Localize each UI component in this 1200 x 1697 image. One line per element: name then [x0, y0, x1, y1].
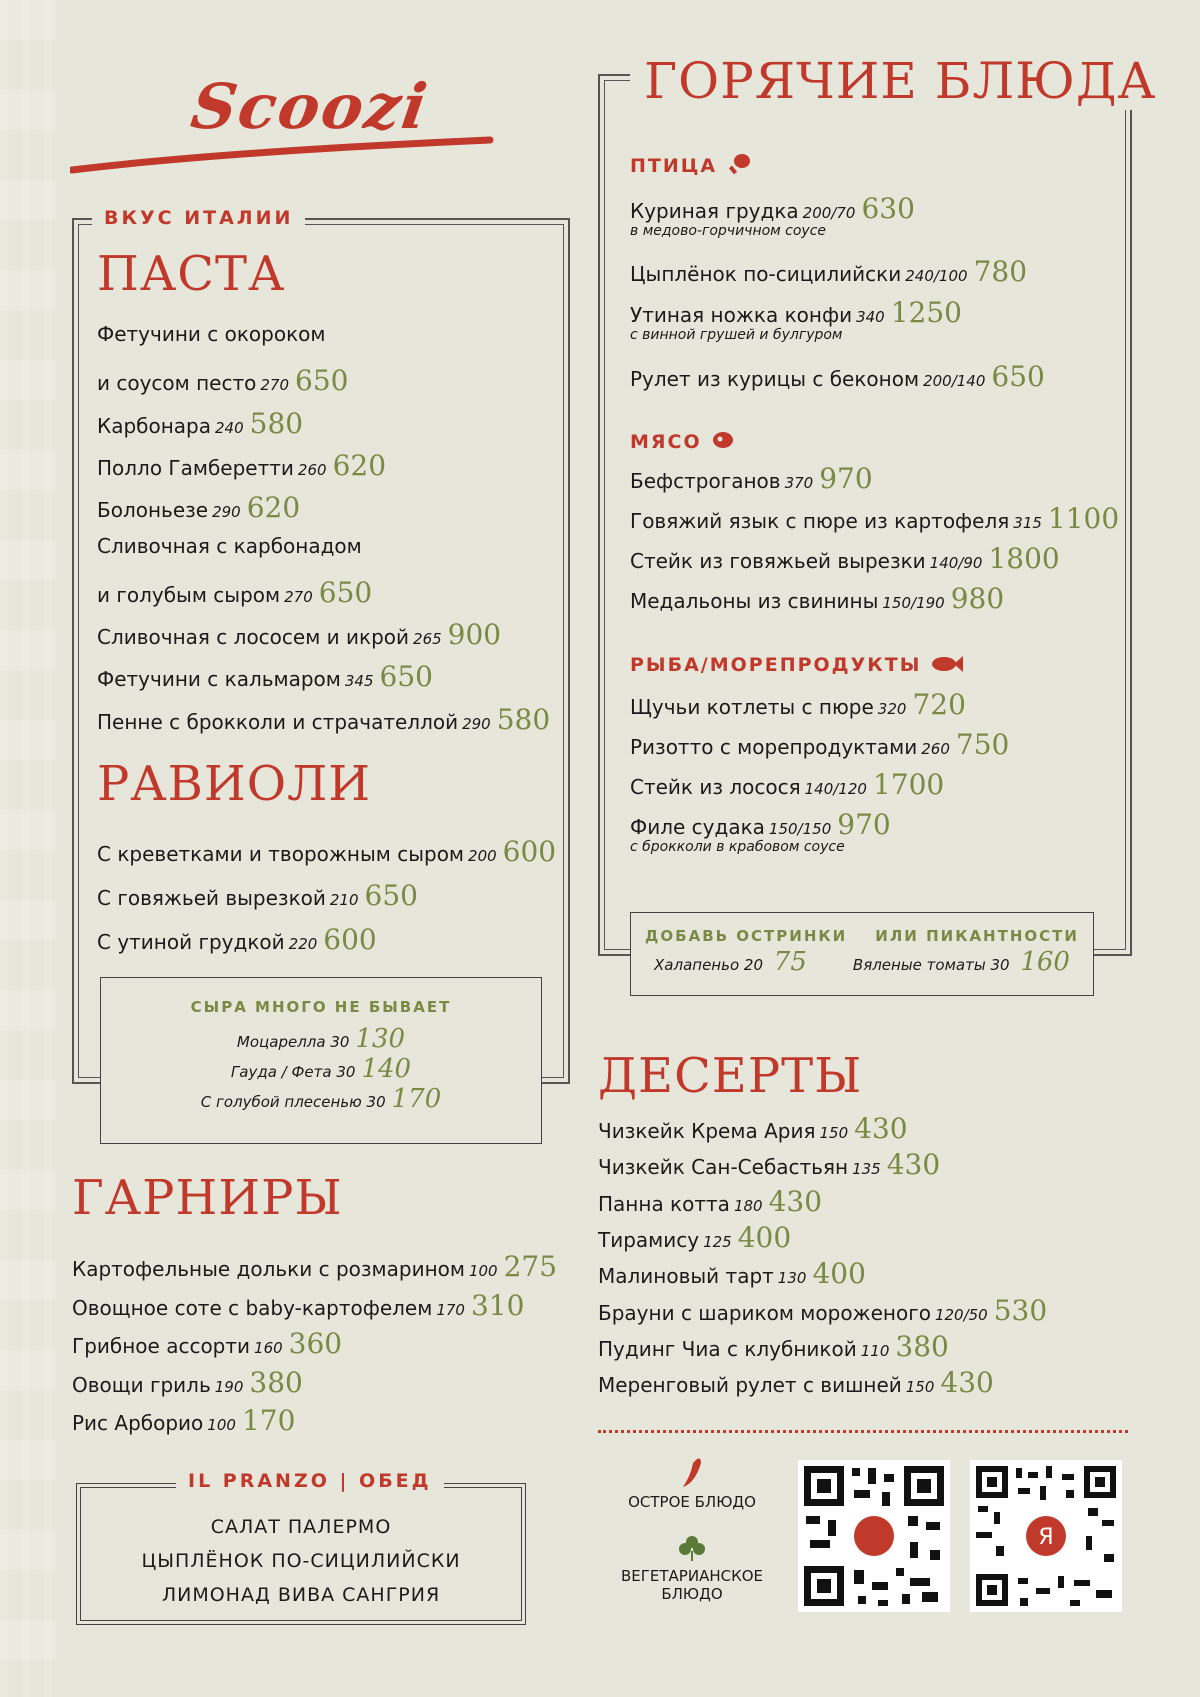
meat-title — [630, 427, 736, 453]
item-price: 650 — [379, 660, 433, 694]
item-price: 430 — [854, 1112, 908, 1145]
item-name: С говяжьей вырезкой — [97, 886, 326, 910]
item-price: 580 — [249, 406, 304, 440]
pasta-frame-label: ВКУС ИТАЛИИ — [92, 207, 305, 229]
item-name: Пудинг Чиа с клубникой — [598, 1336, 857, 1361]
item-name: Утиная ножка конфи — [630, 303, 853, 327]
item-name: Картофельные дольки с розмарином — [72, 1257, 465, 1281]
item-name: Сливочная с лососем и икрой — [97, 625, 410, 650]
poultry-title — [630, 151, 752, 177]
item-note: с винной грушей и булгуром — [630, 327, 843, 343]
fish-item — [630, 728, 1009, 761]
pasta-item — [97, 322, 326, 346]
item-price: 430 — [768, 1184, 823, 1218]
item-name: Фетучини с окороком — [97, 322, 326, 346]
item-price: 580 — [496, 702, 551, 736]
garnish-item — [72, 1404, 295, 1437]
extras-left-weight: 20 — [743, 956, 763, 974]
item-price: 720 — [912, 688, 966, 721]
item-price: 900 — [447, 618, 502, 652]
item-weight: 370 — [784, 474, 814, 492]
cheese-item-name: Моцарелла 30 — [236, 1033, 350, 1051]
item-weight: 270 — [284, 587, 313, 606]
cheese-item-price: 140 — [361, 1054, 412, 1084]
dessert-item — [598, 1221, 791, 1254]
dessert-item — [598, 1112, 908, 1145]
item-weight: 200/70 — [802, 204, 856, 222]
item-price: 970 — [837, 808, 891, 841]
qr-code-scoozi[interactable] — [798, 1460, 950, 1612]
item-weight: 240 — [215, 418, 244, 437]
item-name: Куриная грудка — [630, 199, 799, 223]
item-weight: 190 — [214, 1377, 244, 1396]
item-weight: 140/120 — [804, 780, 867, 798]
item-price: 530 — [993, 1293, 1048, 1327]
item-price: 380 — [895, 1329, 949, 1363]
pasta-item — [97, 618, 501, 651]
item-weight: 200 — [468, 847, 497, 865]
lunch-line: ЦЫПЛЁНОК ПО-СИЦИЛИЙСКИ — [141, 1550, 461, 1572]
item-price: 1700 — [872, 768, 945, 801]
item-weight: 120/50 — [934, 1305, 988, 1324]
item-name: Стейк из говяжьей вырезки — [630, 549, 926, 573]
ravioli-item — [97, 879, 418, 912]
fish-item — [630, 808, 891, 855]
dessert-item — [598, 1257, 866, 1290]
vegetarian-label-line1: ВЕГЕТАРИАНСКОЕ — [620, 1567, 764, 1585]
qr-pattern — [798, 1460, 950, 1612]
meat-item — [630, 542, 1060, 575]
cheese-list — [101, 1024, 541, 1114]
pasta-item — [97, 703, 550, 736]
poultry-item — [630, 192, 915, 239]
cheese-item-name: Гауда / Фета 30 — [230, 1063, 356, 1081]
item-weight: 260 — [921, 740, 950, 758]
item-note: с брокколи в крабовом соусе — [630, 839, 845, 855]
item-weight: 150/190 — [882, 594, 945, 612]
item-weight: 290 — [212, 503, 241, 522]
item-name: Говяжий язык с пюре из картофеля — [630, 509, 1010, 533]
item-weight: 140/90 — [929, 554, 983, 572]
dessert-item — [598, 1366, 994, 1399]
spicy-label: ОСТРОЕ БЛЮДО — [628, 1493, 756, 1511]
item-weight: 240/100 — [905, 267, 968, 285]
item-price: 650 — [295, 364, 349, 398]
item-name: Медальоны из свинины — [630, 589, 879, 613]
item-price: 430 — [940, 1366, 994, 1400]
extras-right-name: Вяленые томаты — [852, 956, 986, 974]
pasta-item — [97, 364, 348, 397]
item-price: 970 — [819, 462, 873, 495]
item-weight: 290 — [462, 714, 491, 733]
item-price: 980 — [950, 582, 1005, 615]
fish-item — [630, 688, 966, 721]
item-weight: 220 — [288, 935, 318, 953]
item-weight: 100 — [207, 1416, 236, 1434]
meat-item — [630, 582, 1004, 615]
item-name: Тирамису — [598, 1227, 700, 1252]
item-name: Стейк из лосося — [630, 775, 801, 799]
dessert-item — [598, 1330, 949, 1363]
item-name: Филе судака — [630, 815, 765, 839]
garnish-item — [72, 1250, 557, 1283]
item-price: 600 — [323, 923, 377, 956]
item-weight: 200/140 — [923, 372, 986, 390]
item-name: Бефстроганов — [630, 469, 781, 493]
item-name: Карбонара — [97, 413, 212, 438]
scoozi-logo — [70, 62, 520, 172]
garnish-item — [72, 1289, 524, 1322]
pasta-item — [97, 576, 372, 609]
item-name: Щучьи котлеты с пюре — [630, 695, 874, 719]
item-price: 600 — [502, 835, 557, 868]
garnish-title: ГАРНИРЫ — [72, 1170, 343, 1226]
fish-item — [630, 768, 944, 801]
vegetarian-legend — [612, 1533, 772, 1603]
item-price: 170 — [241, 1404, 296, 1437]
qr-code-yandex[interactable] — [970, 1460, 1122, 1612]
item-weight: 345 — [344, 672, 374, 691]
item-price: 400 — [812, 1257, 866, 1291]
item-price: 630 — [861, 192, 915, 225]
item-name: Чизкейк Сан-Себастьян — [598, 1155, 849, 1180]
item-name: С утиной грудкой — [97, 930, 285, 954]
clover-icon — [677, 1533, 707, 1563]
item-price: 650 — [364, 879, 418, 912]
steak-icon — [710, 427, 736, 453]
item-price: 430 — [886, 1148, 941, 1182]
pasta-item — [97, 449, 386, 482]
extras-right — [853, 947, 1070, 977]
fish-title — [630, 652, 964, 676]
ravioli-item — [97, 923, 377, 956]
fish-icon — [930, 652, 964, 676]
qr-pattern-yandex — [970, 1460, 1122, 1612]
item-price: 310 — [470, 1288, 525, 1322]
drumstick-icon — [726, 151, 752, 177]
ravioli-item — [97, 835, 556, 868]
cheese-item-price: 170 — [391, 1084, 442, 1114]
item-price: 650 — [991, 360, 1045, 393]
item-weight: 100 — [468, 1262, 498, 1280]
meat-title-text: МЯСО — [630, 431, 702, 453]
lunch-line: ЛИМОНАД ВИВА САНГРИЯ — [161, 1584, 441, 1606]
dotted-divider — [598, 1430, 1128, 1433]
item-weight: 265 — [413, 630, 442, 649]
vegetarian-label-line2: БЛЮДО — [661, 1585, 723, 1603]
poultry-item — [630, 360, 1045, 393]
item-weight: 150/150 — [768, 820, 832, 838]
cheese-item-name: С голубой плесенью 30 — [200, 1093, 386, 1111]
item-weight: 160 — [254, 1339, 283, 1357]
pasta-item — [97, 534, 362, 558]
spicy-legend — [612, 1455, 772, 1511]
ravioli-title: РАВИОЛИ — [97, 756, 372, 812]
item-name: Рис Арборио — [72, 1411, 204, 1435]
extras-right-price: 160 — [1020, 947, 1070, 977]
item-name: и соусом песто — [97, 371, 257, 396]
item-weight: 170 — [436, 1300, 465, 1319]
meat-item — [630, 502, 1119, 535]
meat-item — [630, 462, 873, 495]
item-weight: 315 — [1013, 514, 1042, 532]
lunch-box — [76, 1483, 526, 1625]
item-weight: 130 — [777, 1269, 807, 1288]
yandex-letter: Я — [1038, 1525, 1054, 1550]
cheese-box — [100, 977, 542, 1144]
item-name: Чизкейк Крема Ария — [598, 1119, 816, 1143]
pasta-item — [97, 407, 303, 440]
cheese-item — [101, 1084, 541, 1114]
item-weight: 110 — [860, 1341, 890, 1360]
item-weight: 150 — [905, 1378, 935, 1397]
cheese-box-title: СЫРА МНОГО НЕ БЫВАЕТ — [190, 998, 452, 1016]
item-price: 620 — [332, 448, 387, 482]
item-name: Рулет из курицы с беконом — [630, 367, 920, 391]
item-price: 400 — [737, 1220, 792, 1254]
poultry-title-text: ПТИЦА — [630, 155, 718, 177]
extras-title-left: ДОБАВЬ ОСТРИНКИ — [645, 927, 848, 945]
poultry-item — [630, 255, 1027, 288]
item-name: Овощное соте с baby-картофелем — [72, 1295, 433, 1320]
item-price: 1100 — [1047, 502, 1120, 535]
item-name: Болоньезе — [97, 498, 209, 523]
lunch-label: IL PRANZO | ОБЕД — [176, 1470, 444, 1492]
item-name: Брауни с шариком мороженого — [598, 1300, 931, 1325]
dessert-item — [598, 1294, 1047, 1327]
cheese-item-price: 130 — [355, 1024, 406, 1054]
item-weight: 210 — [329, 891, 359, 909]
decorative-ornament-strip — [0, 0, 56, 1697]
item-price: 620 — [246, 491, 301, 525]
item-name: Малиновый тарт — [598, 1264, 774, 1289]
item-price: 1800 — [988, 542, 1060, 575]
item-weight: 320 — [877, 700, 907, 718]
logo-swoosh — [70, 134, 500, 174]
item-weight: 180 — [733, 1196, 763, 1215]
item-price: 275 — [503, 1250, 558, 1283]
extras-title-right: ИЛИ ПИКАНТНОСТИ — [875, 927, 1079, 945]
pasta-title: ПАСТА — [97, 246, 286, 302]
cheese-item — [101, 1054, 541, 1084]
item-weight: 340 — [856, 308, 885, 326]
item-weight: 135 — [852, 1160, 881, 1179]
garnish-item — [72, 1366, 303, 1399]
item-name: и голубым сыром — [97, 582, 281, 607]
item-name: Овощи гриль — [72, 1372, 211, 1397]
cheese-item — [101, 1024, 541, 1054]
item-name: Меренговый рулет с вишней — [598, 1373, 902, 1398]
poultry-item — [630, 296, 962, 343]
item-name: Ризотто с морепродуктами — [630, 735, 918, 759]
item-name: Полло Гамберетти — [97, 455, 294, 480]
extras-right-weight: 30 — [990, 956, 1010, 974]
item-price: 650 — [318, 575, 373, 609]
garnish-item — [72, 1327, 342, 1360]
item-weight: 125 — [703, 1232, 732, 1251]
item-name: Грибное ассорти — [72, 1334, 251, 1358]
extras-left-price: 75 — [773, 947, 807, 977]
item-weight: 270 — [260, 376, 290, 395]
dessert-item — [598, 1148, 940, 1181]
item-price: 380 — [249, 1365, 303, 1399]
item-price: 750 — [955, 728, 1010, 761]
item-name: Фетучини с кальмаром — [97, 667, 341, 692]
logo-text: Scoozi — [186, 70, 434, 143]
lunch-line: САЛАТ ПАЛЕРМО — [210, 1516, 392, 1538]
item-note: в медово-горчичном соусе — [630, 223, 827, 239]
item-weight: 150 — [819, 1124, 849, 1142]
extras-left — [654, 947, 807, 977]
pasta-item — [97, 660, 433, 693]
hot-dishes-title: ГОРЯЧИЕ БЛЮДА — [630, 52, 1170, 110]
dessert-item — [598, 1185, 822, 1218]
item-weight: 260 — [297, 460, 327, 479]
item-price: 1250 — [890, 296, 962, 329]
extras-left-name: Халапеньо — [654, 956, 740, 974]
item-price: 360 — [288, 1327, 343, 1360]
item-name: Пенне с брокколи и страчателлой — [97, 709, 459, 734]
desserts-title: ДЕСЕРТЫ — [598, 1048, 863, 1104]
item-name: Панна котта — [598, 1191, 730, 1216]
item-price: 780 — [973, 255, 1028, 288]
fish-title-text: РЫБА/МОРЕПРОДУКТЫ — [630, 654, 922, 676]
chili-pepper-icon — [677, 1455, 707, 1489]
item-name: Сливочная с карбонадом — [97, 533, 362, 558]
pasta-item — [97, 491, 300, 524]
item-name: С креветками и творожным сыром — [97, 842, 465, 866]
extras-box — [630, 912, 1094, 996]
item-name: Цыплёнок по-сицилийски — [630, 262, 902, 286]
